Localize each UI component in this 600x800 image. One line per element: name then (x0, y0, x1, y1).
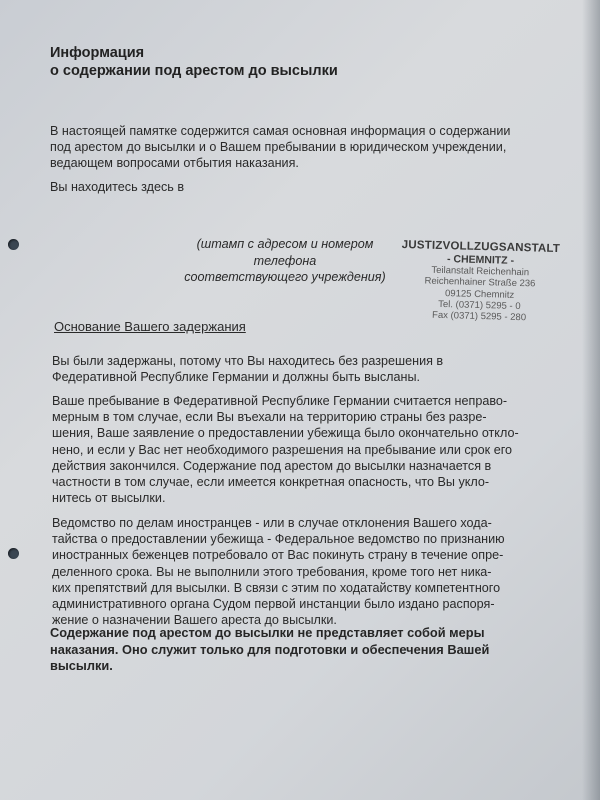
text-line: мерным в том случае, если Вы въехали на территорию страны без разре- (52, 410, 487, 425)
stamp-line: - CHEMNITZ - (446, 253, 515, 267)
text-line: (штамп с адресом и номером телефона (196, 237, 374, 268)
text-line: жение о назначении Вашего ареста до высылки. (52, 613, 337, 628)
location-label: Вы находитесь здесь в (50, 180, 185, 194)
text-line: тайства о предоставлении убежища - Федеральное ведомство по признанию (52, 532, 505, 547)
paragraph-1 (52, 353, 514, 385)
text-line: под арестом до высылки и о Вашем пребывании в юридическом учреждении, (50, 140, 507, 155)
stamp-line: JUSTIZVOLLZUGSANSTALT (401, 238, 561, 256)
text-line: В настоящей памятке содержится самая основная информация о содержании (50, 124, 511, 138)
text-line: Вы были задержаны, потому что Вы находитесь без разрешения в (52, 354, 444, 368)
stamp-line: Fax (0371) 5295 - 280 (431, 309, 527, 324)
text-line: Ваше пребывание в Федеративной Республике Германии считается неправо- (52, 394, 508, 408)
text-line: Содержание под арестом до высылки не представляет собой меры (50, 625, 485, 640)
document-title (50, 44, 338, 80)
intro-paragraph (50, 123, 520, 172)
stamp-placeholder-note (170, 236, 400, 286)
stamp-line: Tel. (0371) 5295 - 0 (438, 298, 521, 312)
punch-hole (8, 239, 19, 250)
text-line: Федеративной Республике Германии и должны быть высланы. (52, 370, 421, 385)
stamp-line: Reichenhainer Straße 236 (424, 275, 536, 290)
text-line: наказания. Оно служит только для подготовки и обеспечения Вашей (50, 641, 490, 657)
title-line: о содержании под арестом до высылки (50, 63, 338, 79)
text-line: деленного срока. Вы не выполнили этого требования, кроме того нет никa- (52, 564, 492, 579)
text-line: административного органа Судом первой инстанции было издано распоря- (52, 597, 495, 612)
text-line: высылки. (50, 658, 113, 673)
text-line: ких препятствий для высылки. В связи с этим по ходатайству компетентного (52, 580, 501, 595)
page-edge-shadow (582, 0, 600, 800)
closing-statement (50, 625, 575, 675)
paragraph-3 (52, 515, 532, 628)
text-line: ведающем вопросами отбытия наказания. (50, 156, 299, 171)
text-line: нитесь от высылки. (52, 491, 166, 506)
paragraph-2 (52, 393, 528, 506)
text-line: частности в том случае, если имеется конкретная опасность, что Вы укло- (52, 475, 490, 490)
text-line: Ведомство по делам иностранцев - или в случае отклонения Вашего хода- (52, 516, 492, 530)
stamp-line: Teilanstalt Reichenhain (431, 264, 530, 279)
section-heading: Основание Вашего задержания (54, 319, 246, 334)
text-line: соответствующего учреждения) (184, 270, 386, 284)
text-line: нено, и если у Вас нет необходимого разрешения на пребывание или срок его (52, 442, 513, 457)
text-line: шения, Ваше заявление о предоставлении убежища было окончательно откло- (52, 426, 519, 441)
punch-hole (8, 548, 19, 559)
text-line: иностранных беженцев потребовало от Вас покинуть страну в течение опре- (52, 548, 504, 563)
title-line: Информация (50, 45, 145, 61)
institution-stamp (399, 239, 561, 325)
text-line: действия закончился. Содержание под арестом до высылки назначается в (52, 458, 492, 473)
stamp-line: 09125 Chemnitz (444, 287, 515, 301)
